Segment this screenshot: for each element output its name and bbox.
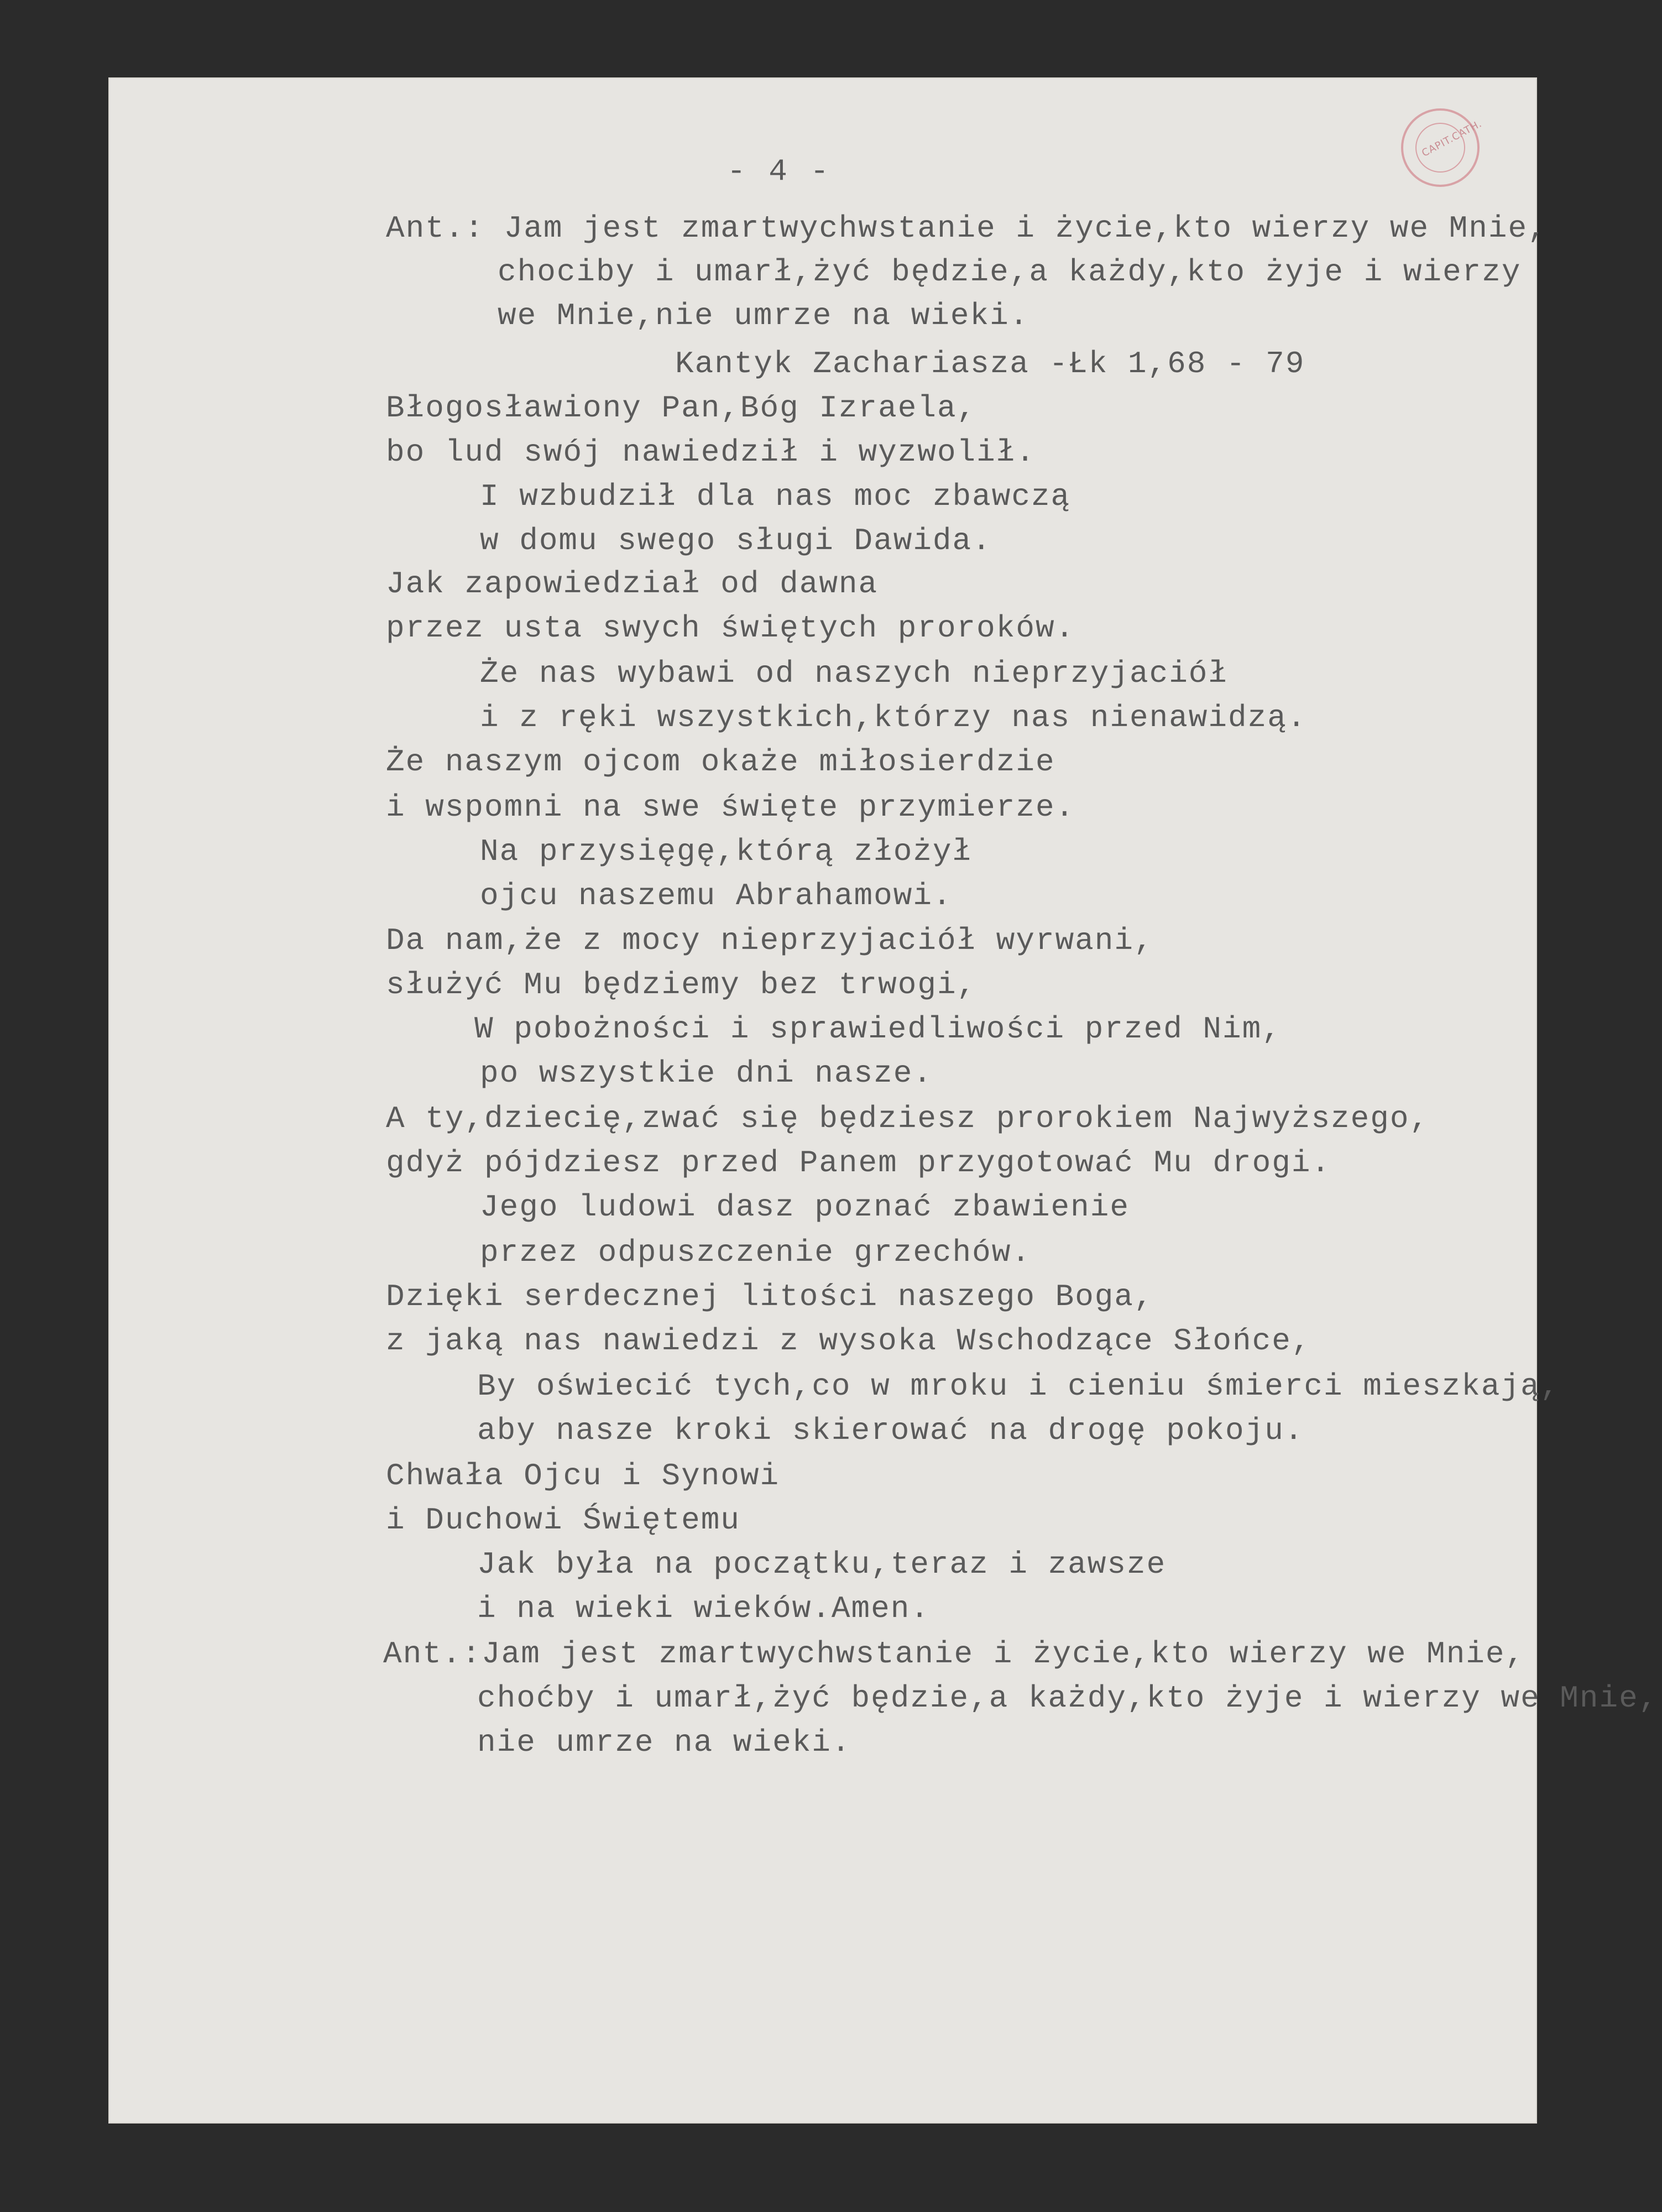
stamp-text: CAPIT.CATH.: [1420, 118, 1484, 159]
text-line: I wzbudził dla nas moc zbawczą: [480, 479, 1071, 514]
text-line: i Duchowi Świętemu: [386, 1503, 740, 1538]
text-line: i wspomni na swe święte przymierze.: [386, 790, 1075, 825]
text-line: A ty,dziecię,zwać się będziesz prorokiem Najwyższego,: [386, 1101, 1430, 1136]
text-line: Jak była na początku,teraz i zawsze: [477, 1547, 1167, 1582]
section-heading: Kantyk Zachariasza -Łk 1,68 - 79: [675, 346, 1305, 382]
text-line: Ant.:Jam jest zmartwychwstanie i życie,kto wierzy we Mnie,: [383, 1636, 1525, 1672]
text-line: By oświecić tych,co w mroku i cieniu śmierci mieszkają,: [477, 1369, 1560, 1404]
text-line: i z ręki wszystkich,którzy nas nienawidzą.: [480, 700, 1307, 735]
text-line: ojcu naszemu Abrahamowi.: [480, 878, 953, 914]
document-page: [108, 77, 1537, 2124]
text-line: Że nas wybawi od naszych nieprzyjaciół: [480, 656, 1229, 691]
text-line: po wszystkie dni nasze.: [480, 1056, 933, 1091]
text-line: i na wieki wieków.Amen.: [477, 1591, 930, 1626]
text-line: w domu swego sługi Dawida.: [480, 523, 992, 559]
text-line: Jak zapowiedział od dawna: [386, 566, 879, 602]
text-line: Dzięki serdecznej litości naszego Boga,: [386, 1279, 1154, 1314]
text-line: bo lud swój nawiedził i wyzwolił.: [386, 435, 1036, 470]
page-number: - 4 -: [727, 154, 832, 189]
text-line: W pobożności i sprawiedliwości przed Nim,: [474, 1011, 1282, 1047]
text-line: Na przysięgę,którą złożył: [480, 834, 973, 869]
text-line: służyć Mu będziemy bez trwogi,: [386, 967, 977, 1003]
text-line: nie umrze na wieki.: [477, 1725, 851, 1760]
text-line: aby nasze kroki skierować na drogę pokoju.: [477, 1413, 1304, 1448]
text-line: Błogosławiony Pan,Bóg Izraela,: [386, 390, 977, 426]
text-line: Da nam,że z mocy nieprzyjaciół wyrwani,: [386, 923, 1154, 958]
text-line: gdyż pójdziesz przed Panem przygotować Mu drogi.: [386, 1145, 1331, 1181]
text-line: przez usta swych świętych proroków.: [386, 611, 1075, 646]
text-line: we Mnie,nie umrze na wieki.: [498, 298, 1029, 333]
text-line: chociby i umarł,żyć będzie,a każdy,kto żyje i wierzy: [498, 254, 1522, 290]
text-line: Jego ludowi dasz poznać zbawienie: [480, 1190, 1130, 1225]
text-line: z jaką nas nawiedzi z wysoka Wschodzące Słońce,: [386, 1323, 1311, 1359]
archive-stamp: [1401, 108, 1484, 187]
text-line: Chwała Ojcu i Synowi: [386, 1458, 780, 1494]
text-line: Ant.: Jam jest zmartwychwstanie i życie,kto wierzy we Mnie,: [386, 211, 1548, 246]
text-line: Że naszym ojcom okaże miłosierdzie: [386, 744, 1055, 780]
text-line: choćby i umarł,żyć będzie,a każdy,kto żyje i wierzy we Mnie,: [477, 1681, 1659, 1716]
text-line: przez odpuszczenie grzechów.: [480, 1235, 1031, 1270]
